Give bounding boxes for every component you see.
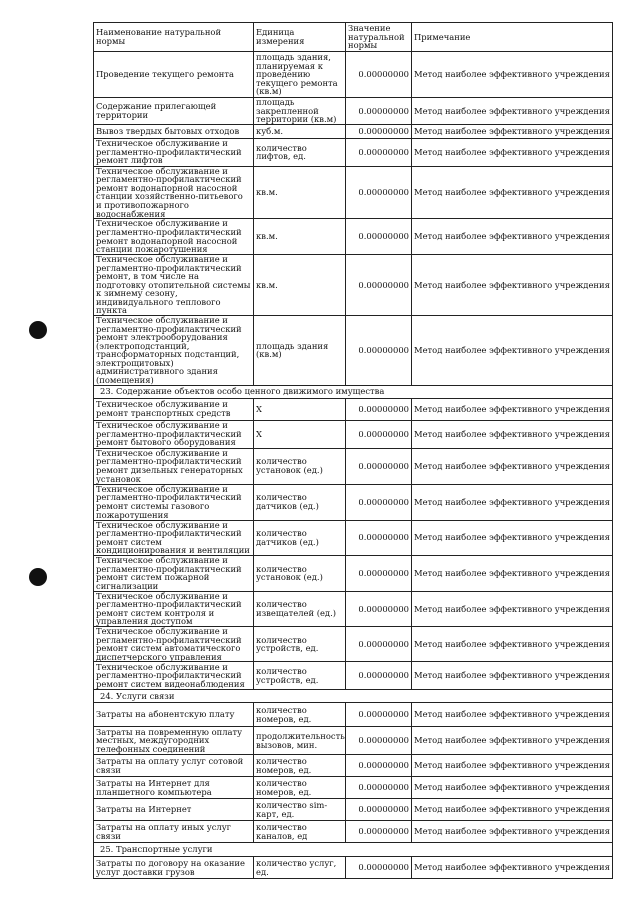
unit-cell: количество лифтов, ед. xyxy=(254,138,346,166)
table-row xyxy=(94,398,613,420)
value-cell: 0.00000000 xyxy=(346,98,412,125)
norm-name-cell: Затраты на повременную оплату местных, междугородних телефонных соединений xyxy=(94,727,254,755)
section-header-row xyxy=(94,843,613,857)
section-title: 24. Услуги связи xyxy=(94,690,613,703)
note-cell: Метод наиболее эффективного учреждения xyxy=(412,520,613,555)
value-cell: 0.00000000 xyxy=(346,219,412,255)
norm-name-cell: Техническое обслуживание и регламентно-профилактический ремонт дизельных генераторных установок xyxy=(94,448,254,484)
unit-cell: продолжительность вызовов, мин. xyxy=(254,727,346,755)
table-row xyxy=(94,520,613,555)
table-row xyxy=(94,662,613,690)
table-row xyxy=(94,138,613,166)
table-row xyxy=(94,316,613,386)
table-row xyxy=(94,484,613,520)
table-row xyxy=(94,821,613,843)
note-cell: Метод наиболее эффективного учреждения xyxy=(412,398,613,420)
table-row xyxy=(94,755,613,777)
note-cell: Метод наиболее эффективного учреждения xyxy=(412,255,613,316)
norm-name-cell: Затраты на Интернет для планшетного компьютера xyxy=(94,777,254,799)
norm-name-cell: Затраты на Интернет xyxy=(94,799,254,821)
table-row xyxy=(94,420,613,448)
note-cell: Метод наиболее эффективного учреждения xyxy=(412,591,613,626)
note-cell: Метод наиболее эффективного учреждения xyxy=(412,316,613,386)
norm-name-cell: Техническое обслуживание и регламентно-профилактический ремонт электрооборудования (электроподстанций, трансформаторных подстанций, электрощитовых) административного здания (помещения) xyxy=(94,316,254,386)
section-header-row xyxy=(94,385,613,398)
unit-cell: количество устройств, ед. xyxy=(254,627,346,662)
table-row xyxy=(94,627,613,662)
natural-norms-table xyxy=(93,22,613,879)
norm-name-cell: Проведение текущего ремонта xyxy=(94,52,254,98)
section-title: 23. Содержание объектов особо ценного движимого имущества xyxy=(94,385,613,398)
note-cell: Метод наиболее эффективного учреждения xyxy=(412,98,613,125)
unit-cell: кв.м. xyxy=(254,219,346,255)
table-row xyxy=(94,777,613,799)
note-cell: Метод наиболее эффективного учреждения xyxy=(412,448,613,484)
value-cell: 0.00000000 xyxy=(346,124,412,138)
norm-name-cell: Техническое обслуживание и регламентно-профилактический ремонт систем автоматического диспетчерского управления xyxy=(94,627,254,662)
value-cell: 0.00000000 xyxy=(346,52,412,98)
unit-cell: X xyxy=(254,420,346,448)
unit-cell: куб.м. xyxy=(254,124,346,138)
value-cell: 0.00000000 xyxy=(346,398,412,420)
section-title: 25. Транспортные услуги xyxy=(94,843,613,857)
table-header-row xyxy=(94,23,613,52)
table-row xyxy=(94,448,613,484)
table-row xyxy=(94,219,613,255)
note-cell: Метод наиболее эффективного учреждения xyxy=(412,703,613,727)
value-cell: 0.00000000 xyxy=(346,627,412,662)
note-cell: Метод наиболее эффективного учреждения xyxy=(412,755,613,777)
table-row xyxy=(94,124,613,138)
unit-cell: количество датчиков (ед.) xyxy=(254,484,346,520)
norm-name-cell: Вывоз твердых бытовых отходов xyxy=(94,124,254,138)
section-header-row xyxy=(94,690,613,703)
punch-hole-top xyxy=(29,321,47,339)
note-cell: Метод наиболее эффективного учреждения xyxy=(412,627,613,662)
norm-name-cell: Затраты на оплату услуг сотовой связи xyxy=(94,755,254,777)
note-cell: Метод наиболее эффективного учреждения xyxy=(412,799,613,821)
unit-cell: площадь здания (кв.м) xyxy=(254,316,346,386)
unit-cell: количество установок (ед.) xyxy=(254,448,346,484)
value-cell: 0.00000000 xyxy=(346,857,412,879)
unit-cell: количество извещателей (ед.) xyxy=(254,591,346,626)
norm-name-cell: Техническое обслуживание и регламентно-профилактический ремонт, в том числе на подготовку отопительной системы к зимнему сезону, индивидуального теплового пункта xyxy=(94,255,254,316)
unit-cell: количество каналов, ед xyxy=(254,821,346,843)
unit-cell: количество номеров, ед. xyxy=(254,755,346,777)
unit-cell: количество номеров, ед. xyxy=(254,703,346,727)
value-cell: 0.00000000 xyxy=(346,255,412,316)
norm-name-cell: Затраты по договору на оказание услуг доставки грузов xyxy=(94,857,254,879)
punch-hole-bottom xyxy=(29,568,47,586)
norm-name-cell: Техническое обслуживание и регламентно-профилактический ремонт водонапорной насосной станции хозяйственно-питьевого и противопожарного водоснабжения xyxy=(94,166,254,218)
table-row xyxy=(94,555,613,591)
norm-name-cell: Затраты на абонентскую плату xyxy=(94,703,254,727)
unit-cell: X xyxy=(254,398,346,420)
norm-name-cell: Техническое обслуживание и регламентно-профилактический ремонт системы газового пожаротушения xyxy=(94,484,254,520)
table-body xyxy=(94,52,613,879)
unit-cell: количество услуг, ед. xyxy=(254,857,346,879)
unit-cell: площадь закрепленной территории (кв.м) xyxy=(254,98,346,125)
norm-name-cell: Техническое обслуживание и регламентно-профилактический ремонт систем пожарной сигнализации xyxy=(94,555,254,591)
value-cell: 0.00000000 xyxy=(346,662,412,690)
value-cell: 0.00000000 xyxy=(346,821,412,843)
header-name: Наименование натуральной нормы xyxy=(94,23,254,52)
value-cell: 0.00000000 xyxy=(346,138,412,166)
header-note: Примечание xyxy=(412,23,613,52)
note-cell: Метод наиболее эффективного учреждения xyxy=(412,420,613,448)
value-cell: 0.00000000 xyxy=(346,420,412,448)
note-cell: Метод наиболее эффективного учреждения xyxy=(412,727,613,755)
table-row xyxy=(94,52,613,98)
unit-cell: количество устройств, ед. xyxy=(254,662,346,690)
unit-cell: количество sim-карт, ед. xyxy=(254,799,346,821)
norm-name-cell: Техническое обслуживание и регламентно-профилактический ремонт систем контроля и управления доступом xyxy=(94,591,254,626)
unit-cell: количество датчиков (ед.) xyxy=(254,520,346,555)
unit-cell: количество номеров, ед. xyxy=(254,777,346,799)
table-row xyxy=(94,727,613,755)
table-row xyxy=(94,591,613,626)
value-cell: 0.00000000 xyxy=(346,591,412,626)
value-cell: 0.00000000 xyxy=(346,755,412,777)
table-row xyxy=(94,703,613,727)
value-cell: 0.00000000 xyxy=(346,727,412,755)
unit-cell: кв.м. xyxy=(254,166,346,218)
value-cell: 0.00000000 xyxy=(346,448,412,484)
note-cell: Метод наиболее эффективного учреждения xyxy=(412,124,613,138)
norm-name-cell: Техническое обслуживание и регламентно-профилактический ремонт лифтов xyxy=(94,138,254,166)
norm-name-cell: Содержание прилегающей территории xyxy=(94,98,254,125)
header-value: Значение натуральной нормы xyxy=(346,23,412,52)
value-cell: 0.00000000 xyxy=(346,555,412,591)
table-row xyxy=(94,857,613,879)
value-cell: 0.00000000 xyxy=(346,703,412,727)
table-row xyxy=(94,255,613,316)
norm-name-cell: Техническое обслуживание и регламентно-профилактический ремонт систем кондиционирования и вентиляции xyxy=(94,520,254,555)
note-cell: Метод наиболее эффективного учреждения xyxy=(412,857,613,879)
value-cell: 0.00000000 xyxy=(346,799,412,821)
header-unit: Единица измерения xyxy=(254,23,346,52)
note-cell: Метод наиболее эффективного учреждения xyxy=(412,662,613,690)
value-cell: 0.00000000 xyxy=(346,166,412,218)
note-cell: Метод наиболее эффективного учреждения xyxy=(412,555,613,591)
note-cell: Метод наиболее эффективного учреждения xyxy=(412,821,613,843)
unit-cell: количество установок (ед.) xyxy=(254,555,346,591)
table-row xyxy=(94,98,613,125)
note-cell: Метод наиболее эффективного учреждения xyxy=(412,138,613,166)
value-cell: 0.00000000 xyxy=(346,316,412,386)
norm-name-cell: Техническое обслуживание и регламентно-профилактический ремонт систем видеонаблюдения xyxy=(94,662,254,690)
norm-name-cell: Затраты на оплату иных услуг связи xyxy=(94,821,254,843)
value-cell: 0.00000000 xyxy=(346,484,412,520)
norm-name-cell: Техническое обслуживание и ремонт транспортных средств xyxy=(94,398,254,420)
note-cell: Метод наиболее эффективного учреждения xyxy=(412,166,613,218)
note-cell: Метод наиболее эффективного учреждения xyxy=(412,484,613,520)
table-row xyxy=(94,799,613,821)
note-cell: Метод наиболее эффективного учреждения xyxy=(412,219,613,255)
unit-cell: кв.м. xyxy=(254,255,346,316)
note-cell: Метод наиболее эффективного учреждения xyxy=(412,52,613,98)
norm-name-cell: Техническое обслуживание и регламентно-профилактический ремонт водонапорной насосной станции пожаротушения xyxy=(94,219,254,255)
value-cell: 0.00000000 xyxy=(346,520,412,555)
note-cell: Метод наиболее эффективного учреждения xyxy=(412,777,613,799)
value-cell: 0.00000000 xyxy=(346,777,412,799)
norm-name-cell: Техническое обслуживание и регламентно-профилактический ремонт бытового оборудования xyxy=(94,420,254,448)
table-row xyxy=(94,166,613,218)
unit-cell: площадь здания, планируемая к проведению текущего ремонта (кв.м) xyxy=(254,52,346,98)
